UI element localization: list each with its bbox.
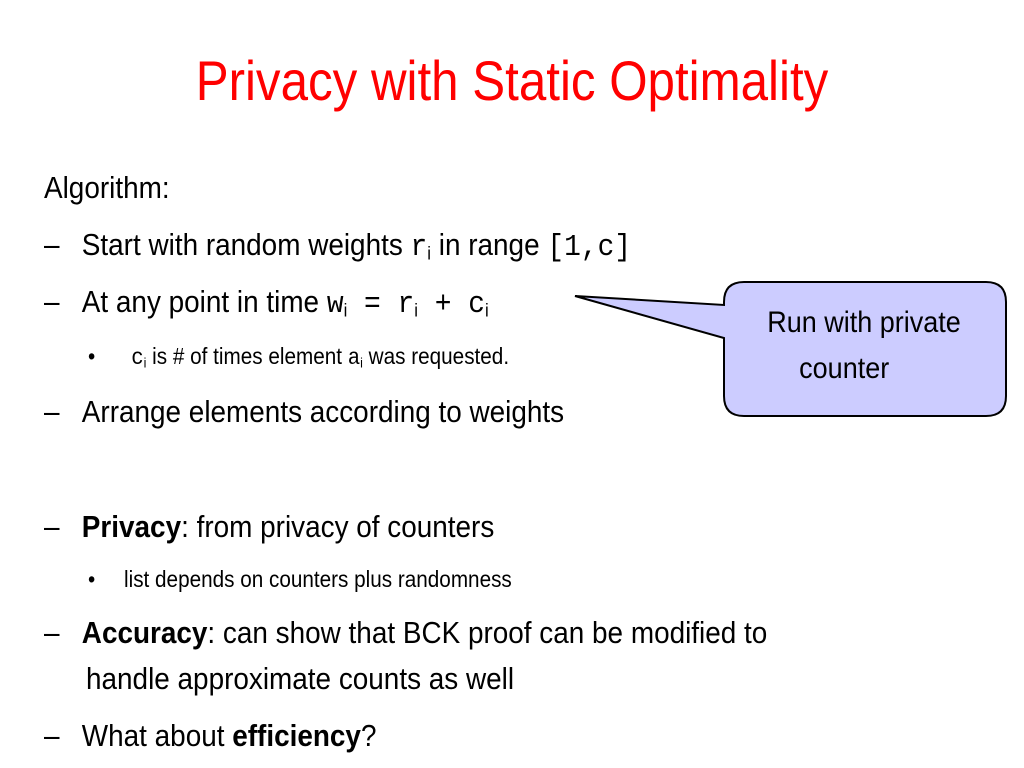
bullet-text-end: ? — [360, 718, 377, 753]
dash-marker: – — [44, 394, 60, 429]
accuracy-label: Accuracy — [81, 615, 208, 650]
formula-c: + c — [418, 287, 485, 322]
subscript-i: i — [343, 299, 348, 321]
bullet-text: At any point in time — [81, 284, 327, 319]
privacy-label: Privacy — [81, 509, 182, 544]
callout-line-1: Run with private — [767, 306, 961, 339]
var-a: a — [347, 345, 361, 371]
dash-marker: – — [44, 718, 60, 753]
bullet-text: Start with random weights — [81, 227, 411, 262]
subscript-i: i — [360, 355, 363, 371]
subscript-i: i — [414, 299, 419, 321]
formula-r: = r — [347, 287, 415, 322]
efficiency-label: efficiency — [232, 718, 361, 753]
subbullet-text: list depends on counters plus randomness — [124, 566, 512, 592]
dash-marker: – — [44, 509, 60, 544]
var-r: r — [410, 230, 428, 265]
bullet-text: Arrange elements according to weights — [81, 394, 565, 429]
bullet-text: : can show that BCK proof can be modified to — [207, 615, 768, 650]
dash-marker: – — [44, 227, 60, 262]
bullet-text-mid: in range — [431, 227, 548, 262]
subscript-i: i — [143, 355, 147, 371]
dot-marker: • — [88, 566, 96, 592]
subscript-i: i — [427, 242, 432, 264]
range-expression: [1,c] — [547, 230, 632, 265]
subbullet-text-end: was requested. — [362, 343, 510, 369]
callout-line-2: counter — [799, 352, 890, 385]
callout-text — [743, 300, 984, 392]
bullet-accuracy-continued: handle approximate counts as well — [86, 661, 515, 696]
dash-marker: – — [44, 284, 60, 319]
dash-marker: – — [44, 615, 60, 650]
subscript-i: i — [484, 299, 489, 321]
var-c: c — [131, 345, 144, 371]
formula-w: w — [326, 287, 344, 322]
dot-marker: • — [88, 343, 96, 369]
bullet-text: What about — [81, 718, 233, 753]
algorithm-heading: Algorithm: — [44, 170, 170, 205]
bullet-text: : from privacy of counters — [181, 509, 495, 544]
subbullet-text: is # of times element — [146, 343, 348, 369]
slide-title: Privacy with Static Optimality — [195, 49, 829, 112]
